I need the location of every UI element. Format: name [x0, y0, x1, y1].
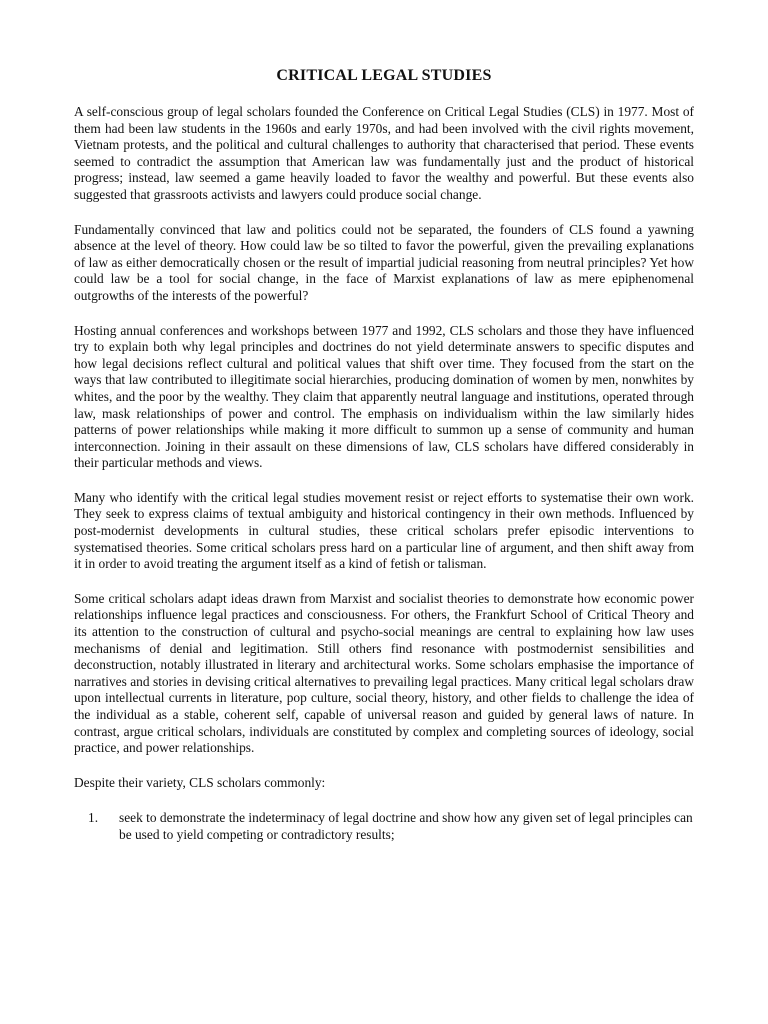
document-title: CRITICAL LEGAL STUDIES	[276, 67, 492, 84]
paragraph-influences: Some critical scholars adapt ideas drawn from Marxist and socialist theories to demonstrate how economic power relationships influence legal practices and consciousness. For others, the Frankfurt School of Critical Theory and its attention to the construction of cultural and psycho-social meanings are central to explaining how law uses mechanisms of denial and legitimation. Still others find resonance with postmodernist sensibilities and deconstruction, notably illustrated in literary and architectural works. Some scholars emphasise the importance of narratives and stories in devising critical alternatives to prevailing legal practices. Many critical legal scholars draw upon intellectual currents in literature, pop culture, social theory, history, and other fields to challenge the idea of the individual as a stable, coherent self, capable of universal reason and guided by general laws of nature. In contrast, argue critical scholars, individuals are constituted by complex and completing sources of ideology, social practice, and power relationships.	[74, 590, 694, 756]
paragraph-systematise: Many who identify with the critical legal studies movement resist or reject efforts to systematise their own work. They seek to express claims of textual ambiguity and historical contingency in their own methods. Influenced by post-modernist developments in cultural studies, these critical scholars prefer episodic interventions to systematised theories. Some critical scholars press hard on a particular line of argument, and then shift away from it in order to avoid treating the argument itself as a kind of fetish or talisman.	[74, 489, 694, 572]
list-intro: Despite their variety, CLS scholars commonly:	[74, 774, 326, 790]
list-item-number: 1.	[88, 810, 99, 826]
paragraph-founding: A self-conscious group of legal scholars founded the Conference on Critical Legal Studies (CLS) in 1977. Most of them had been law students in the 1960s and early 1970s, and had been involved with the civil rights movement, Vietnam protests, and the political and cultural challenges to authority that characterised that period. These events seemed to contradict the assumption that American law was fundamentally just and the product of historical progress; instead, law seemed a game heavily loaded to favor the wealthy and powerful. But these events also suggested that grassroots activists and lawyers could produce social change.	[74, 104, 694, 202]
list-item-text: seek to demonstrate the indeterminacy of legal doctrine and show how any given set of legal principles can be used to yield competing or contradictory results;	[119, 810, 693, 842]
list-item	[74, 810, 694, 843]
numbered-list	[74, 810, 694, 843]
paragraph-conferences: Hosting annual conferences and workshops between 1977 and 1992, CLS scholars and those they have influenced try to explain both why legal principles and doctrines do not yield determinate answers to specific disputes and how legal decisions reflect cultural and political values that shift over time. They focused from the start on the ways that law contributed to illegitimate social hierarchies, producing domination of women by men, nonwhites by whites, and the poor by the wealthy. They claim that apparently neutral language and institutions, operated through law, mask relationships of power and control. The emphasis on individualism within the law similarly hides patterns of power relationships while making it more difficult to summon up a sense of community and human interconnection. Joining in their assault on these dimensions of law, CLS scholars have differed considerably in their particular methods and views.	[74, 322, 694, 471]
paragraph-theory-gap: Fundamentally convinced that law and politics could not be separated, the founders of CLS found a yawning absence at the level of theory. How could law be so tilted to favor the powerful, given the prevailing explanations of law as either democratically chosen or the result of impartial judicial reasoning from neutral principles? Yet how could law be a tool for social change, in the face of Marxist explanations of law as mere epiphenomenal outgrowths of the interests of the powerful?	[74, 221, 694, 303]
